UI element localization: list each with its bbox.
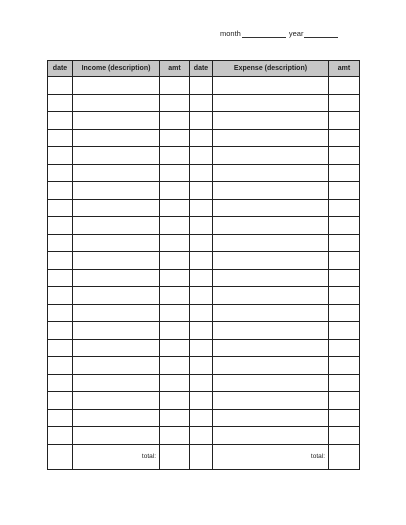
expense-description-cell[interactable] — [213, 269, 329, 287]
income-date-cell[interactable] — [48, 409, 73, 427]
income-date-cell[interactable] — [48, 339, 73, 357]
income-amount-cell[interactable] — [160, 252, 190, 270]
expense-amount-cell[interactable] — [329, 147, 360, 165]
ledger-row — [48, 147, 360, 165]
expense-date-cell[interactable] — [190, 182, 213, 200]
ledger-table — [47, 60, 360, 470]
ledger-row — [48, 182, 360, 200]
expense-description-cell[interactable] — [213, 147, 329, 165]
income-amount-cell[interactable] — [160, 427, 190, 445]
ledger-row — [48, 427, 360, 445]
income-date-cell[interactable] — [48, 199, 73, 217]
income-date-cell[interactable] — [48, 304, 73, 322]
expense-amount-cell[interactable] — [329, 427, 360, 445]
income-date-cell[interactable] — [48, 164, 73, 182]
expense-description-cell[interactable] — [213, 287, 329, 305]
ledger-row — [48, 252, 360, 270]
income-description-cell[interactable] — [73, 94, 160, 112]
income-date-cell[interactable] — [48, 252, 73, 270]
ledger-row — [48, 217, 360, 235]
ledger-row — [48, 287, 360, 305]
expense-description-cell[interactable] — [213, 77, 329, 95]
expense-description-cell[interactable] — [213, 409, 329, 427]
ledger-row — [48, 392, 360, 410]
expense-date-cell[interactable] — [190, 287, 213, 305]
expense-date-cell[interactable] — [190, 164, 213, 182]
ledger-row — [48, 94, 360, 112]
income-date-cell[interactable] — [48, 269, 73, 287]
income-amount-cell[interactable] — [160, 94, 190, 112]
expense-description-cell[interactable] — [213, 234, 329, 252]
expense-description-cell[interactable] — [213, 304, 329, 322]
income-amount-cell[interactable] — [160, 112, 190, 130]
ledger-row — [48, 374, 360, 392]
income-amount-cell[interactable] — [160, 199, 190, 217]
income-amount-cell[interactable] — [160, 217, 190, 235]
expense-description-header: Expense (description) — [213, 61, 329, 77]
income-date-cell[interactable] — [48, 357, 73, 375]
month-field[interactable] — [242, 29, 286, 38]
income-amount-cell[interactable] — [160, 269, 190, 287]
expense-date-cell[interactable] — [190, 199, 213, 217]
income-amount-cell[interactable] — [160, 409, 190, 427]
expense-description-cell[interactable] — [213, 374, 329, 392]
income-description-cell[interactable] — [73, 287, 160, 305]
income-amount-cell[interactable] — [160, 234, 190, 252]
ledger-row — [48, 129, 360, 147]
expense-date-cell[interactable] — [190, 269, 213, 287]
income-description-cell[interactable] — [73, 252, 160, 270]
expense-date-cell[interactable] — [190, 409, 213, 427]
income-amount-cell[interactable] — [160, 357, 190, 375]
expense-total-date-cell — [190, 444, 213, 469]
expense-date-cell[interactable] — [190, 339, 213, 357]
expense-amount-cell[interactable] — [329, 182, 360, 200]
income-description-cell[interactable] — [73, 427, 160, 445]
expense-amount-cell[interactable] — [329, 112, 360, 130]
income-amount-header: amt — [160, 61, 190, 77]
expense-description-cell[interactable] — [213, 129, 329, 147]
ledger-row — [48, 77, 360, 95]
income-date-cell[interactable] — [48, 94, 73, 112]
expense-amount-cell[interactable] — [329, 287, 360, 305]
income-description-cell[interactable] — [73, 164, 160, 182]
expense-amount-cell[interactable] — [329, 164, 360, 182]
expense-description-cell[interactable] — [213, 94, 329, 112]
income-amount-cell[interactable] — [160, 77, 190, 95]
expense-date-cell[interactable] — [190, 77, 213, 95]
income-description-cell[interactable] — [73, 77, 160, 95]
income-date-cell[interactable] — [48, 112, 73, 130]
income-description-cell[interactable] — [73, 217, 160, 235]
year-label: year — [288, 29, 304, 38]
expense-date-cell[interactable] — [190, 129, 213, 147]
expense-description-cell[interactable] — [213, 357, 329, 375]
expense-description-cell[interactable] — [213, 112, 329, 130]
ledger-row — [48, 112, 360, 130]
income-description-cell[interactable] — [73, 304, 160, 322]
expense-amount-cell[interactable] — [329, 234, 360, 252]
ledger-row — [48, 322, 360, 340]
total-row — [48, 444, 360, 469]
expense-amount-cell[interactable] — [329, 357, 360, 375]
income-amount-cell[interactable] — [160, 304, 190, 322]
income-amount-cell[interactable] — [160, 392, 190, 410]
expense-description-cell[interactable] — [213, 164, 329, 182]
income-amount-cell[interactable] — [160, 287, 190, 305]
income-date-cell[interactable] — [48, 287, 73, 305]
income-date-cell[interactable] — [48, 182, 73, 200]
income-description-cell[interactable] — [73, 357, 160, 375]
expense-date-cell[interactable] — [190, 304, 213, 322]
expense-description-cell[interactable] — [213, 199, 329, 217]
expense-amount-cell[interactable] — [329, 322, 360, 340]
ledger-row — [48, 269, 360, 287]
expense-date-cell[interactable] — [190, 147, 213, 165]
income-date-cell[interactable] — [48, 217, 73, 235]
income-description-cell[interactable] — [73, 392, 160, 410]
ledger-body — [48, 77, 360, 470]
ledger-row — [48, 234, 360, 252]
income-amount-cell[interactable] — [160, 129, 190, 147]
income-description-cell[interactable] — [73, 374, 160, 392]
expense-amount-cell[interactable] — [329, 339, 360, 357]
expense-amount-header: amt — [329, 61, 360, 77]
income-amount-cell[interactable] — [160, 339, 190, 357]
expense-date-cell[interactable] — [190, 217, 213, 235]
expense-description-cell[interactable] — [213, 427, 329, 445]
income-description-cell[interactable] — [73, 339, 160, 357]
income-total-date-cell — [48, 444, 73, 469]
income-date-cell[interactable] — [48, 374, 73, 392]
ledger-row — [48, 304, 360, 322]
expense-total-amount-cell[interactable] — [329, 444, 360, 469]
expense-date-header: date — [190, 61, 213, 77]
expense-description-cell[interactable] — [213, 252, 329, 270]
expense-amount-cell[interactable] — [329, 374, 360, 392]
ledger-row — [48, 339, 360, 357]
expense-amount-cell[interactable] — [329, 409, 360, 427]
income-description-cell[interactable] — [73, 199, 160, 217]
expense-date-cell[interactable] — [190, 374, 213, 392]
expense-amount-cell[interactable] — [329, 252, 360, 270]
ledger-header-row — [48, 61, 360, 77]
income-amount-cell[interactable] — [160, 374, 190, 392]
income-description-cell[interactable] — [73, 129, 160, 147]
income-description-cell[interactable] — [73, 234, 160, 252]
income-description-cell[interactable] — [73, 269, 160, 287]
expense-description-cell[interactable] — [213, 217, 329, 235]
expense-date-cell[interactable] — [190, 252, 213, 270]
income-amount-cell[interactable] — [160, 164, 190, 182]
expense-amount-cell[interactable] — [329, 129, 360, 147]
income-description-cell[interactable] — [73, 409, 160, 427]
income-description-cell[interactable] — [73, 322, 160, 340]
expense-amount-cell[interactable] — [329, 199, 360, 217]
expense-date-cell[interactable] — [190, 322, 213, 340]
month-year-header — [220, 29, 370, 38]
expense-amount-cell[interactable] — [329, 304, 360, 322]
ledger-row — [48, 409, 360, 427]
year-field[interactable] — [304, 29, 338, 38]
income-date-cell[interactable] — [48, 234, 73, 252]
expense-amount-cell[interactable] — [329, 77, 360, 95]
expense-amount-cell[interactable] — [329, 94, 360, 112]
income-description-cell[interactable] — [73, 182, 160, 200]
expense-date-cell[interactable] — [190, 392, 213, 410]
income-date-cell[interactable] — [48, 129, 73, 147]
income-total-amount-cell[interactable] — [160, 444, 190, 469]
income-description-cell[interactable] — [73, 112, 160, 130]
expense-date-cell[interactable] — [190, 234, 213, 252]
expense-amount-cell[interactable] — [329, 217, 360, 235]
expense-date-cell[interactable] — [190, 427, 213, 445]
income-amount-cell[interactable] — [160, 322, 190, 340]
expense-date-cell[interactable] — [190, 94, 213, 112]
expense-amount-cell[interactable] — [329, 392, 360, 410]
income-amount-cell[interactable] — [160, 182, 190, 200]
month-label: month — [220, 29, 241, 38]
ledger-row — [48, 164, 360, 182]
income-date-header: date — [48, 61, 73, 77]
income-date-cell[interactable] — [48, 147, 73, 165]
income-amount-cell[interactable] — [160, 147, 190, 165]
expense-amount-cell[interactable] — [329, 269, 360, 287]
income-date-cell[interactable] — [48, 427, 73, 445]
income-description-header: Income (description) — [73, 61, 160, 77]
expense-total-label: total: — [213, 444, 329, 469]
income-description-cell[interactable] — [73, 147, 160, 165]
expense-description-cell[interactable] — [213, 339, 329, 357]
ledger-row — [48, 199, 360, 217]
income-date-cell[interactable] — [48, 392, 73, 410]
expense-description-cell[interactable] — [213, 182, 329, 200]
expense-date-cell[interactable] — [190, 112, 213, 130]
expense-date-cell[interactable] — [190, 357, 213, 375]
income-total-label: total: — [73, 444, 160, 469]
expense-description-cell[interactable] — [213, 392, 329, 410]
expense-description-cell[interactable] — [213, 322, 329, 340]
ledger-row — [48, 357, 360, 375]
income-date-cell[interactable] — [48, 322, 73, 340]
income-date-cell[interactable] — [48, 77, 73, 95]
